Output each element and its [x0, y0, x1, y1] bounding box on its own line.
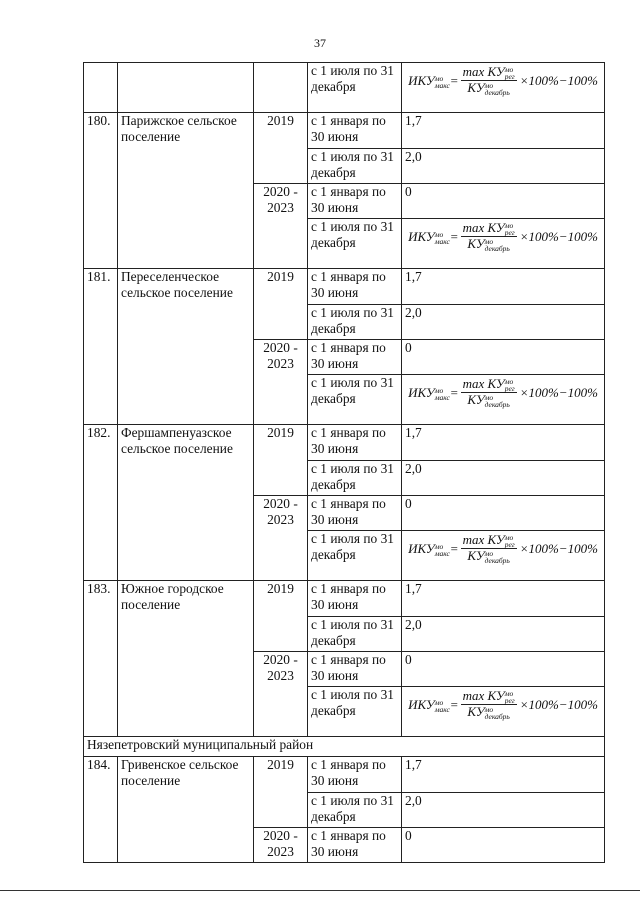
table-row — [84, 581, 605, 617]
formula-equals: = — [449, 696, 459, 712]
formula-fraction — [461, 533, 517, 564]
period-cell: с 1 января по 30 июня — [308, 269, 402, 305]
period-cell: с 1 июля по 31 декабря — [308, 617, 402, 652]
formula-numerator: max КУ мо рег — [462, 376, 515, 394]
formula-cell — [402, 219, 605, 269]
page-bottom-rule — [0, 890, 640, 891]
formula-equals: = — [449, 540, 459, 556]
formula-cell — [402, 531, 605, 581]
period-cell: с 1 января по 30 июня — [308, 828, 402, 863]
entry-number-cell: 181. — [84, 269, 118, 425]
table-row — [84, 425, 605, 461]
value-cell: 2,0 — [402, 305, 605, 340]
formula-cell — [402, 375, 605, 425]
formula-lhs: ИКУ мо макс — [408, 696, 450, 714]
period-cell: с 1 июля по 31 декабря — [308, 63, 402, 113]
tariff-formula — [405, 533, 601, 564]
year-cell: 2020 - 2023 — [254, 652, 308, 737]
period-cell: с 1 июля по 31 декабря — [308, 793, 402, 828]
period-cell: с 1 января по 30 июня — [308, 184, 402, 219]
formula-denominator: КУ мо декабрь — [467, 392, 510, 410]
value-cell: 2,0 — [402, 149, 605, 184]
period-cell: с 1 января по 30 июня — [308, 425, 402, 461]
period-cell: с 1 января по 30 июня — [308, 652, 402, 687]
year-cell: 2019 — [254, 581, 308, 652]
formula-tail: ×100%−100% — [519, 228, 598, 244]
name-cell — [118, 63, 254, 113]
year-cell: 2019 — [254, 113, 308, 184]
formula-numerator: max КУ мо рег — [462, 532, 515, 550]
value-cell: 2,0 — [402, 617, 605, 652]
year-cell — [254, 63, 308, 113]
formula-denominator: КУ мо декабрь — [467, 548, 510, 566]
period-cell: с 1 июля по 31 декабря — [308, 305, 402, 340]
tariff-formula — [405, 221, 601, 252]
entry-number-cell: 183. — [84, 581, 118, 737]
year-cell: 2019 — [254, 269, 308, 340]
value-cell: 0 — [402, 828, 605, 863]
value-cell: 1,7 — [402, 757, 605, 793]
value-cell: 1,7 — [402, 425, 605, 461]
formula-fraction — [461, 377, 517, 408]
formula-numerator: max КУ мо рег — [462, 688, 515, 706]
formula-numerator: max КУ мо рег — [462, 64, 515, 82]
period-cell: с 1 января по 30 июня — [308, 340, 402, 375]
table-row — [84, 63, 605, 113]
value-cell: 1,7 — [402, 269, 605, 305]
entry-number-cell: 180. — [84, 113, 118, 269]
value-cell: 2,0 — [402, 461, 605, 496]
formula-lhs: ИКУ мо макс — [408, 72, 450, 90]
period-cell: с 1 июля по 31 декабря — [308, 687, 402, 737]
period-cell: с 1 января по 30 июня — [308, 496, 402, 531]
period-cell: с 1 января по 30 июня — [308, 757, 402, 793]
formula-tail: ×100%−100% — [519, 696, 598, 712]
settlement-name-cell: Переселенческое сельское поселение — [118, 269, 254, 425]
table-row — [84, 757, 605, 793]
formula-lhs: ИКУ мо макс — [408, 540, 450, 558]
period-cell: с 1 июля по 31 декабря — [308, 375, 402, 425]
value-cell: 2,0 — [402, 793, 605, 828]
year-cell: 2019 — [254, 425, 308, 496]
period-cell: с 1 июля по 31 декабря — [308, 149, 402, 184]
formula-fraction — [461, 221, 517, 252]
value-cell: 1,7 — [402, 581, 605, 617]
formula-equals: = — [449, 228, 459, 244]
formula-denominator: КУ мо декабрь — [467, 80, 510, 98]
tariff-formula — [405, 65, 601, 96]
year-cell: 2020 - 2023 — [254, 340, 308, 425]
formula-tail: ×100%−100% — [519, 72, 598, 88]
year-cell: 2019 — [254, 757, 308, 828]
region-header-cell: Нязепетровский муниципальный район — [84, 737, 605, 757]
formula-lhs: ИКУ мо макс — [408, 384, 450, 402]
formula-fraction — [461, 689, 517, 720]
formula-lhs: ИКУ мо макс — [408, 228, 450, 246]
value-cell: 0 — [402, 340, 605, 375]
settlement-name-cell: Гривенское сельское поселение — [118, 757, 254, 863]
formula-numerator: max КУ мо рег — [462, 220, 515, 238]
settlement-name-cell: Парижское сельское поселение — [118, 113, 254, 269]
formula-fraction — [461, 65, 517, 96]
settlement-name-cell: Южное городское поселение — [118, 581, 254, 737]
year-cell: 2020 - 2023 — [254, 184, 308, 269]
period-cell: с 1 июля по 31 декабря — [308, 461, 402, 496]
year-cell: 2020 - 2023 — [254, 496, 308, 581]
settlement-name-cell: Фершампенуазское сельское поселение — [118, 425, 254, 581]
period-cell: с 1 января по 30 июня — [308, 581, 402, 617]
formula-denominator: КУ мо декабрь — [467, 704, 510, 722]
value-cell: 0 — [402, 652, 605, 687]
value-cell: 0 — [402, 184, 605, 219]
period-cell: с 1 июля по 31 декабря — [308, 531, 402, 581]
formula-cell — [402, 687, 605, 737]
table-row — [84, 737, 605, 757]
value-cell: 1,7 — [402, 113, 605, 149]
formula-tail: ×100%−100% — [519, 384, 598, 400]
formula-denominator: КУ мо декабрь — [467, 236, 510, 254]
entry-number-cell: 184. — [84, 757, 118, 863]
table-row — [84, 113, 605, 149]
value-cell: 0 — [402, 496, 605, 531]
tariff-table — [83, 62, 605, 863]
number-cell — [84, 63, 118, 113]
period-cell: с 1 июля по 31 декабря — [308, 219, 402, 269]
tariff-formula — [405, 377, 601, 408]
entry-number-cell: 182. — [84, 425, 118, 581]
formula-equals: = — [449, 72, 459, 88]
period-cell: с 1 января по 30 июня — [308, 113, 402, 149]
formula-equals: = — [449, 384, 459, 400]
tariff-formula — [405, 689, 601, 720]
page-number: 37 — [314, 36, 326, 50]
formula-tail: ×100%−100% — [519, 540, 598, 556]
formula-cell — [402, 63, 605, 113]
year-cell: 2020 - 2023 — [254, 828, 308, 863]
table-row — [84, 269, 605, 305]
